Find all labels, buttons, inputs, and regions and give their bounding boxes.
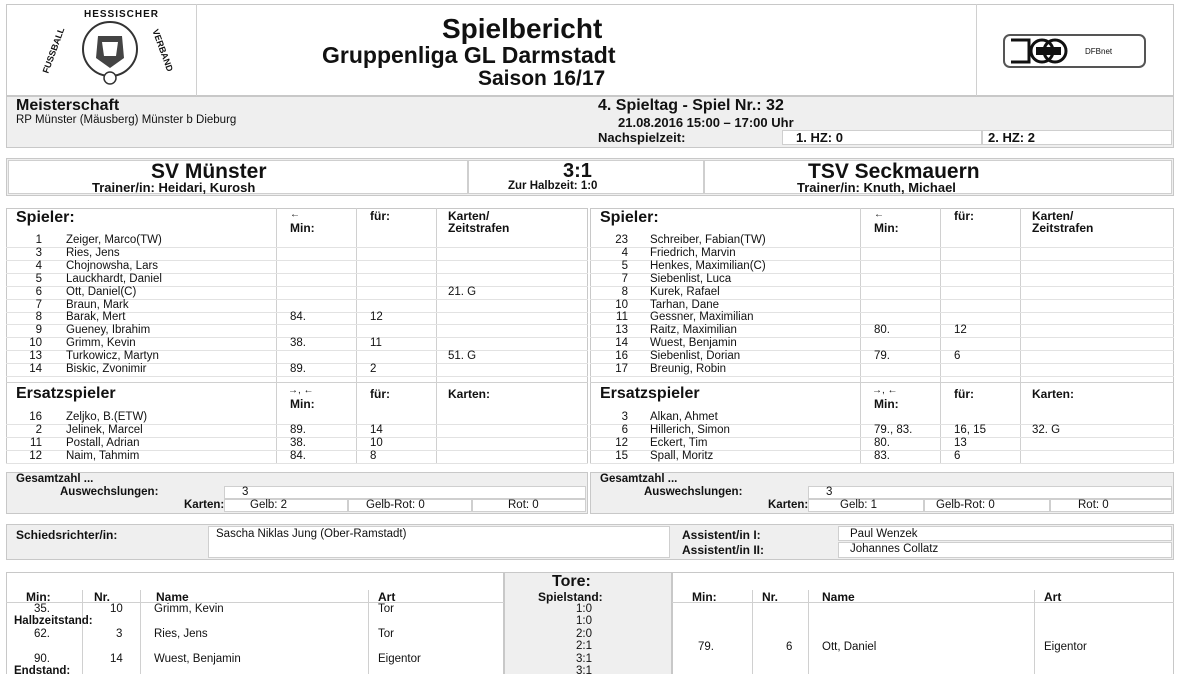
player-name: Braun, Mark bbox=[66, 298, 129, 311]
venue-label: RP Münster (Mäusberg) Münster b Dieburg bbox=[16, 114, 237, 126]
home-cards-heading-1: Karten/ bbox=[448, 209, 490, 223]
player-number: 14 bbox=[615, 337, 628, 350]
away-red-cell bbox=[1050, 499, 1172, 512]
player-number: 11 bbox=[30, 436, 42, 449]
player-sub-for: 10 bbox=[370, 436, 383, 449]
player-row bbox=[590, 247, 1174, 260]
player-sub-minute: 80. bbox=[874, 324, 890, 337]
player-number: 13 bbox=[29, 350, 42, 363]
goals-head-line-away bbox=[672, 602, 1174, 603]
away-goal-1-type: Eigentor bbox=[1044, 641, 1087, 653]
home-cards-heading-2: Zeitstrafen bbox=[448, 221, 510, 235]
home-subs-for-heading: für: bbox=[370, 387, 390, 401]
player-name: Jelinek, Marcel bbox=[66, 423, 143, 436]
player-number: 9 bbox=[35, 324, 42, 337]
header-divider-left bbox=[196, 4, 197, 96]
player-row bbox=[590, 324, 1174, 337]
goal-4-min: 90. bbox=[34, 653, 50, 665]
player-name: Tarhan, Dane bbox=[650, 298, 720, 311]
player-row bbox=[6, 350, 588, 363]
player-name: Biskic, Zvonimir bbox=[66, 363, 147, 375]
extra-time-h1: 1. HZ: 0 bbox=[796, 130, 843, 145]
player-row bbox=[590, 234, 1174, 247]
player-sub-minute: 89. bbox=[290, 423, 306, 436]
player-sub-for: 16, 15 bbox=[954, 423, 986, 436]
away-yellow-red-count: Gelb-Rot: 0 bbox=[936, 499, 995, 511]
player-sub-minute: 38. bbox=[290, 337, 306, 350]
player-sub-for: 2 bbox=[370, 363, 377, 375]
goals-away-nr-heading: Nr. bbox=[762, 590, 779, 604]
away-subs-divider bbox=[590, 382, 1174, 383]
goals-home-name-heading: Name bbox=[156, 590, 189, 604]
player-row bbox=[6, 437, 588, 450]
goals-title: Tore: bbox=[552, 573, 591, 590]
dfbnet-label: DFBnet bbox=[1085, 47, 1113, 56]
goals-away-panel bbox=[672, 572, 1174, 674]
player-number: 10 bbox=[29, 337, 42, 350]
player-name: Schreiber, Fabian(TW) bbox=[650, 234, 766, 246]
player-name: Henkes, Maximilian(C) bbox=[650, 259, 766, 272]
logo-text-left: FUSSBALL bbox=[40, 26, 67, 75]
player-name: Spall, Moritz bbox=[650, 449, 714, 462]
away-subs-cards-heading: Karten: bbox=[1032, 387, 1075, 401]
goal-1-type: Tor bbox=[378, 603, 394, 615]
player-row bbox=[6, 247, 588, 260]
away-red-count: Rot: 0 bbox=[1078, 499, 1109, 511]
row-divider bbox=[6, 463, 588, 464]
player-sub-minute: 38. bbox=[290, 436, 306, 449]
player-name: Eckert, Tim bbox=[650, 436, 708, 449]
logo-text-top: HESSISCHER bbox=[84, 9, 160, 20]
player-sub-minute: 80. bbox=[874, 436, 890, 449]
home-min-arrow: ← bbox=[290, 209, 300, 220]
player-number: 6 bbox=[35, 285, 42, 298]
player-number: 23 bbox=[615, 234, 628, 246]
season-label: Saison 16/17 bbox=[478, 67, 606, 90]
extra-time-label: Nachspielzeit: bbox=[598, 130, 686, 145]
away-players-list bbox=[590, 234, 1174, 377]
halftime-row-label: Halbzeitstand: bbox=[14, 615, 93, 627]
away-subs-count-label: Auswechslungen: bbox=[644, 486, 743, 498]
player-row bbox=[6, 311, 588, 324]
home-players-heading: Spieler: bbox=[16, 209, 75, 226]
goal-3-score: 2:1 bbox=[576, 640, 592, 652]
player-row bbox=[6, 234, 588, 247]
goals-score-heading: Spielstand: bbox=[538, 590, 603, 604]
home-cards-label: Karten: bbox=[184, 499, 225, 511]
player-name: Grimm, Kevin bbox=[66, 337, 136, 350]
away-totals-label: Gesamtzahl ... bbox=[600, 473, 678, 485]
player-row bbox=[6, 337, 588, 350]
player-number: 5 bbox=[621, 259, 628, 272]
away-yellow-count: Gelb: 1 bbox=[840, 499, 878, 511]
player-name: Zeiger, Marco(TW) bbox=[66, 234, 162, 246]
player-number: 1 bbox=[35, 234, 42, 246]
player-number: 3 bbox=[35, 246, 42, 259]
away-min-arrow: ← bbox=[874, 209, 884, 220]
player-sub-for: 6 bbox=[954, 350, 961, 363]
player-row bbox=[6, 299, 588, 312]
home-players-list bbox=[6, 234, 588, 377]
page-title: Spielbericht bbox=[442, 13, 603, 44]
goal-4-nr: 14 bbox=[110, 653, 123, 665]
home-yellow-red-count: Gelb-Rot: 0 bbox=[366, 499, 425, 511]
goals-away-name-heading: Name bbox=[822, 590, 855, 604]
player-sub-for: 12 bbox=[370, 311, 383, 324]
home-subs-divider bbox=[6, 382, 588, 383]
player-row bbox=[590, 411, 1174, 424]
goals-head-line-home bbox=[6, 602, 504, 603]
away-team-name: TSV Seckmauern bbox=[808, 160, 980, 183]
final-row-score: 3:1 bbox=[576, 665, 592, 674]
home-subs-list bbox=[6, 411, 588, 463]
player-cards: 32. G bbox=[1032, 423, 1061, 436]
player-sub-minute: 79., 83. bbox=[874, 423, 913, 436]
player-number: 16 bbox=[29, 411, 42, 423]
player-name: Naim, Tahmim bbox=[66, 449, 140, 462]
assistant1-name: Paul Wenzek bbox=[850, 528, 918, 540]
player-name: Ott, Daniel(C) bbox=[66, 285, 137, 298]
player-number: 4 bbox=[621, 246, 628, 259]
player-name: Turkowicz, Martyn bbox=[66, 350, 159, 363]
player-sub-for: 14 bbox=[370, 423, 383, 436]
away-subs-min-heading: Min: bbox=[874, 397, 899, 411]
goal-4-name: Wuest, Benjamin bbox=[154, 653, 241, 665]
home-subs-count-cell bbox=[224, 486, 586, 499]
halftime-row-score: 1:0 bbox=[576, 615, 592, 627]
player-name: Friedrich, Marvin bbox=[650, 246, 736, 259]
goals-away-type-heading: Art bbox=[1044, 590, 1062, 604]
goals-home-min-heading: Min: bbox=[26, 590, 51, 604]
player-row bbox=[6, 260, 588, 273]
assistant2-label: Assistent/in II: bbox=[682, 543, 765, 557]
player-sub-for: 8 bbox=[370, 449, 377, 462]
away-subs-heading: Ersatzspieler bbox=[600, 385, 700, 402]
matchday-label: 4. Spieltag - Spiel Nr.: 32 bbox=[598, 97, 784, 114]
goals-away-col-3 bbox=[1034, 590, 1035, 674]
away-subs-count: 3 bbox=[826, 486, 833, 498]
player-number: 8 bbox=[35, 311, 42, 324]
home-subs-min-heading: Min: bbox=[290, 397, 315, 411]
home-totals-label: Gesamtzahl ... bbox=[16, 473, 94, 485]
player-sub-minute: 79. bbox=[874, 350, 890, 363]
goals-home-col-1 bbox=[82, 590, 83, 674]
away-cards-heading-1: Karten/ bbox=[1032, 209, 1074, 223]
player-number: 15 bbox=[615, 449, 628, 462]
home-yellow-count: Gelb: 2 bbox=[250, 499, 288, 511]
goals-home-type-heading: Art bbox=[378, 590, 396, 604]
player-name: Raitz, Maximilian bbox=[650, 324, 737, 337]
home-subs-min-arrows: →, ← bbox=[288, 385, 314, 396]
player-sub-minute: 89. bbox=[290, 363, 306, 375]
player-name: Lauckhardt, Daniel bbox=[66, 272, 162, 285]
player-row bbox=[6, 286, 588, 299]
player-name: Gessner, Maximilian bbox=[650, 311, 754, 324]
player-number: 8 bbox=[621, 285, 628, 298]
player-name: Siebenlist, Luca bbox=[650, 272, 732, 285]
away-min-heading: Min: bbox=[874, 221, 899, 235]
player-sub-minute: 84. bbox=[290, 311, 306, 324]
player-sub-for: 12 bbox=[954, 324, 967, 337]
player-sub-minute: 84. bbox=[290, 449, 306, 462]
player-row bbox=[590, 450, 1174, 463]
assistant2-name: Johannes Collatz bbox=[850, 543, 939, 555]
player-number: 13 bbox=[615, 324, 628, 337]
player-number: 7 bbox=[621, 272, 628, 285]
home-subs-heading: Ersatzspieler bbox=[16, 385, 116, 402]
player-row bbox=[590, 437, 1174, 450]
player-row bbox=[590, 363, 1174, 376]
player-number: 17 bbox=[615, 363, 628, 375]
goal-1-name: Grimm, Kevin bbox=[154, 603, 224, 615]
extra-time-h2: 2. HZ: 2 bbox=[988, 130, 1035, 145]
home-team-name: SV Münster bbox=[151, 160, 267, 183]
player-row bbox=[6, 450, 588, 463]
away-cards-heading-2: Zeitstrafen bbox=[1032, 221, 1094, 235]
match-result: 3:1 bbox=[563, 160, 592, 182]
referee-name: Sascha Niklas Jung (Ober-Ramstadt) bbox=[216, 528, 407, 540]
row-divider bbox=[6, 376, 588, 377]
referee-label: Schiedsrichter/in: bbox=[16, 528, 118, 542]
away-subs-list bbox=[590, 411, 1174, 463]
home-for-heading: für: bbox=[370, 209, 390, 223]
goals-away-col-2 bbox=[808, 590, 809, 674]
player-number: 5 bbox=[35, 272, 42, 285]
player-row bbox=[590, 350, 1174, 363]
dfb-logo bbox=[1003, 34, 1146, 68]
goals-home-col-2 bbox=[140, 590, 141, 674]
away-cards-label: Karten: bbox=[768, 499, 809, 511]
player-row bbox=[6, 273, 588, 286]
goal-2-min: 62. bbox=[34, 628, 50, 640]
goal-2-score: 2:0 bbox=[576, 628, 592, 640]
player-name: Wuest, Benjamin bbox=[650, 337, 737, 350]
player-number: 10 bbox=[615, 298, 628, 311]
player-number: 4 bbox=[35, 259, 42, 272]
away-coach: Trainer/in: Knuth, Michael bbox=[797, 180, 956, 195]
player-number: 12 bbox=[29, 449, 42, 462]
away-players-heading: Spieler: bbox=[600, 209, 659, 226]
player-sub-for: 6 bbox=[954, 449, 961, 462]
goal-1-min: 35. bbox=[34, 603, 50, 615]
player-number: 12 bbox=[615, 436, 628, 449]
player-name: Gueney, Ibrahim bbox=[66, 324, 151, 337]
halftime-score: Zur Halbzeit: 1:0 bbox=[508, 180, 598, 192]
player-sub-for: 13 bbox=[954, 436, 967, 449]
player-name: Postall, Adrian bbox=[66, 436, 140, 449]
player-number: 16 bbox=[615, 350, 628, 363]
away-subs-for-heading: für: bbox=[954, 387, 974, 401]
player-number: 6 bbox=[621, 423, 628, 436]
player-number: 7 bbox=[35, 298, 42, 311]
home-red-count: Rot: 0 bbox=[508, 499, 539, 511]
player-number: 2 bbox=[35, 423, 42, 436]
goal-1-score: 1:0 bbox=[576, 603, 592, 615]
final-row-label: Endstand: bbox=[14, 665, 71, 674]
match-datetime: 21.08.2016 15:00 – 17:00 Uhr bbox=[618, 115, 794, 130]
home-coach: Trainer/in: Heidari, Kurosh bbox=[92, 180, 256, 195]
player-name: Hillerich, Simon bbox=[650, 423, 730, 436]
player-sub-for: 11 bbox=[370, 337, 382, 350]
player-name: Breunig, Robin bbox=[650, 363, 727, 375]
player-cards: 21. G bbox=[448, 285, 477, 298]
goal-2-name: Ries, Jens bbox=[154, 628, 208, 640]
goal-2-nr: 3 bbox=[116, 628, 123, 640]
logo-text-right: VERBAND bbox=[150, 27, 176, 73]
away-goal-1-name: Ott, Daniel bbox=[822, 641, 877, 653]
home-subs-count-label: Auswechslungen: bbox=[60, 486, 159, 498]
player-name: Zeljko, B.(ETW) bbox=[66, 411, 148, 423]
player-row bbox=[590, 273, 1174, 286]
player-row bbox=[6, 411, 588, 424]
player-row bbox=[6, 424, 588, 437]
league-name: Gruppenliga GL Darmstadt bbox=[322, 42, 616, 68]
player-name: Barak, Mert bbox=[66, 311, 126, 324]
assistant1-label: Assistent/in I: bbox=[682, 528, 761, 542]
player-name: Ries, Jens bbox=[66, 246, 120, 259]
player-cards: 51. G bbox=[448, 350, 477, 363]
goals-home-nr-heading: Nr. bbox=[94, 590, 111, 604]
player-name: Siebenlist, Dorian bbox=[650, 350, 741, 363]
away-for-heading: für: bbox=[954, 209, 974, 223]
goal-4-score: 3:1 bbox=[576, 653, 592, 665]
player-row bbox=[590, 286, 1174, 299]
player-row bbox=[590, 311, 1174, 324]
away-goal-1-nr: 6 bbox=[786, 641, 793, 653]
away-subs-min-arrows: →, ← bbox=[872, 385, 898, 396]
player-row bbox=[590, 337, 1174, 350]
row-divider bbox=[590, 463, 1174, 464]
player-number: 11 bbox=[616, 311, 628, 324]
home-subs-count: 3 bbox=[242, 486, 249, 498]
player-row bbox=[6, 324, 588, 337]
goals-away-min-heading: Min: bbox=[692, 590, 717, 604]
player-number: 14 bbox=[29, 363, 42, 375]
goals-home-col-3 bbox=[368, 590, 369, 674]
goal-2-type: Tor bbox=[378, 628, 394, 640]
player-row bbox=[590, 299, 1174, 312]
player-name: Kurek, Rafael bbox=[650, 285, 720, 298]
goal-1-nr: 10 bbox=[110, 603, 123, 615]
player-name: Alkan, Ahmet bbox=[650, 411, 718, 423]
away-goal-1-min: 79. bbox=[698, 641, 714, 653]
goal-4-type: Eigentor bbox=[378, 653, 421, 665]
player-sub-minute: 83. bbox=[874, 449, 890, 462]
away-subs-count-cell bbox=[808, 486, 1172, 499]
home-subs-cards-heading: Karten: bbox=[448, 387, 491, 401]
player-row bbox=[6, 363, 588, 376]
home-min-heading: Min: bbox=[290, 221, 315, 235]
player-name: Chojnowsha, Lars bbox=[66, 259, 159, 272]
player-row bbox=[590, 260, 1174, 273]
row-divider bbox=[590, 376, 1174, 377]
competition-label: Meisterschaft bbox=[16, 97, 120, 114]
goals-away-col-1 bbox=[752, 590, 753, 674]
player-row bbox=[590, 424, 1174, 437]
player-number: 3 bbox=[621, 411, 628, 423]
header-divider-right bbox=[976, 4, 977, 96]
